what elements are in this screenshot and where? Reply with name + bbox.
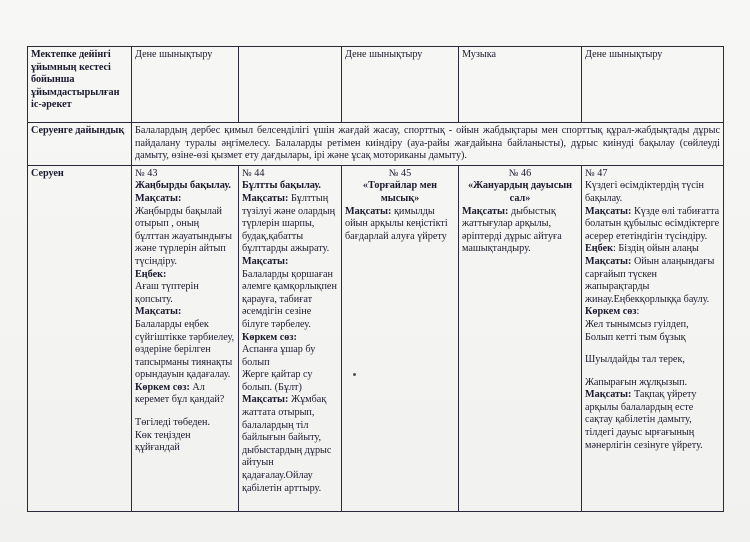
line-heading: Мақсаты: <box>242 192 289 204</box>
table-row-walk-prep <box>28 123 724 166</box>
activity-line <box>135 269 235 282</box>
activity-line <box>585 256 720 306</box>
line-heading: Мақсаты: <box>135 192 182 204</box>
line-heading: Еңбек: <box>135 268 167 280</box>
activity-title: Бұлтты бақылау. <box>242 180 321 192</box>
walk-col-3 <box>342 165 459 511</box>
activity-line <box>242 394 338 495</box>
line-text: Аспанға ұшар бу болып <box>242 344 316 368</box>
walk-col-4 <box>459 165 582 511</box>
activity-line <box>135 319 235 382</box>
activity-line <box>242 344 338 369</box>
line-text: Күзде өлі табиғатта болатын құбылыс өсімдіктерге әсерер ететіндігін түсіндіру. <box>585 205 720 242</box>
line-heading: Еңбек <box>585 243 614 255</box>
line-text: Ал керемет бұл қандай? <box>135 381 225 406</box>
activity-line <box>585 354 720 367</box>
table-row-walk <box>28 165 724 511</box>
line-text: : <box>636 306 640 318</box>
line-text: Болып кетті тым бұзық <box>585 331 686 343</box>
activity-number: № 44 <box>242 167 265 179</box>
line-text: Жел тынымсыз гуілдеп, <box>585 318 689 330</box>
activity-title: «Жануардың дауысын сал» <box>467 180 573 204</box>
line-text: Жұмбақ жаттата отырып, балалардың тіл байлығын байыту, дыбыстардың дұрыс айтуын қадағалау.Ойлау қабілетін арттыру. <box>242 394 332 494</box>
activity-line <box>242 193 338 256</box>
line-text: Балаларды қоршаған әлемге қамқорлықпен қарауға, табиғат әсемдігін сезіне білуге тәрбелеу. <box>242 268 337 330</box>
line-heading: Мақсаты: <box>462 205 509 217</box>
line-text: Жерге қайтар су болып. (Бұлт) <box>242 369 313 393</box>
line-text: Төгіледі төбеден. <box>135 417 211 429</box>
activity-line <box>135 206 235 269</box>
line-heading: Мақсаты: <box>585 205 632 217</box>
activity-line <box>462 206 578 256</box>
activity-line <box>345 206 455 244</box>
line-text: Бұлттың түзілуі және олардың түрлерін шарпы, будақ,қабатты бұлттарды ажырату. <box>242 192 336 255</box>
activity-line <box>242 269 338 332</box>
line-heading: Көркем сөз: <box>242 331 297 343</box>
activity-line <box>135 417 235 430</box>
activity-number: № 46 <box>508 167 532 179</box>
line-heading: Көркем сөз: <box>135 381 190 393</box>
row-label-organized-activity: Мектепке дейінгі ұйымның кестесі бойынша ұйымдастырылған іс-әрекет <box>28 47 132 123</box>
activity-line <box>242 369 338 394</box>
activity-line <box>135 430 235 455</box>
header-col-1: Дене шынықтыру <box>132 47 239 123</box>
activity-number: № 45 <box>388 167 412 179</box>
line-text: Ағаш түптерін қопсыту. <box>135 281 199 305</box>
activity-line <box>585 306 720 319</box>
row-label-walk-prep: Серуенге дайындық <box>28 123 132 166</box>
scan-dot <box>353 373 356 376</box>
activity-line <box>585 243 720 256</box>
activity-line <box>585 377 720 390</box>
line-heading: Мақсаты: <box>585 389 632 401</box>
line-text: Тақпақ үйрету арқылы балалардың есте сақтау қабілетін дамыту, тілдегі дауыс ырғағының мәнерлігін сезінуге үйрету. <box>585 389 703 451</box>
activity-line <box>585 180 720 205</box>
line-text: Шуылдайды тал терек, <box>585 354 685 366</box>
line-heading: Мақсаты: <box>242 255 289 267</box>
spacer <box>585 344 720 354</box>
header-col-5: Дене шынықтыру <box>582 47 724 123</box>
walk-col-5 <box>582 165 724 511</box>
activity-line <box>135 382 235 407</box>
activity-line <box>242 256 338 269</box>
activity-title: «Торғайлар мен мысық» <box>362 180 438 204</box>
row-label-walk: Серуен <box>28 165 132 511</box>
activity-title: Жаңбырды бақылау. <box>135 180 231 192</box>
spacer <box>135 407 235 417</box>
activity-line <box>585 332 720 345</box>
line-text: Ойын алаңындағы сарғайып түскен жапырақтарды жинау.Еңбекқорлыққа баулу. <box>585 255 715 305</box>
activity-number: № 43 <box>135 167 158 179</box>
header-col-3: Дене шынықтыру <box>342 47 459 123</box>
line-heading: Мақсаты: <box>585 255 632 267</box>
header-col-2 <box>239 47 342 123</box>
line-text: Балаларды еңбек сүйгіштікке тәрбиелеу, өздеріне берілген тапсырманы тиянақты орындауын қадағалау. <box>135 318 235 381</box>
header-col-4: Музыка <box>459 47 582 123</box>
line-heading: Мақсаты: <box>135 306 182 318</box>
activity-line <box>135 306 235 319</box>
walk-col-1 <box>132 165 239 511</box>
line-heading: Көркем сөз <box>585 306 637 318</box>
line-heading: Мақсаты: <box>345 205 392 217</box>
line-text: Көк теңізден құйғандай <box>135 429 191 454</box>
line-heading: Мақсаты: <box>242 394 289 406</box>
activity-line <box>135 193 235 206</box>
line-text: Жаңбырды бақылай отырып , оның бұлттан жауатындығы және түрлерін айтып түсіндіру. <box>135 205 232 267</box>
walk-prep-text: Балалардың дербес қимыл белсенділігі үшін жағдай жасау, спорттық - ойын жабдықтары мен спорттық құрал-жабдықтады дұрыс пайдалану туралы әңгімелесу. Балаларды ретімен киіндіру (ауа-райы жағдайына байланысты), дұрыс киінуді бақылау (сөйлеуді дамыту, өзіне-өзі қызмет ету дағдылары, ірі және ұсақ моториканы дамыту). <box>132 123 724 166</box>
activity-number: № 47 <box>585 167 608 179</box>
activity-line <box>585 319 720 332</box>
table-row-activities <box>28 47 724 123</box>
line-text: қимылды ойын арқылы кеңістікті бағдарлай алуға үйрету <box>345 205 448 242</box>
activity-line <box>135 281 235 306</box>
line-text: дыбыстық жаттығулар арқылы, әріптерді дұрыс айтуға машықтандыру. <box>462 205 562 255</box>
activity-line <box>242 332 338 345</box>
activity-line <box>585 389 720 452</box>
walk-col-2 <box>239 165 342 511</box>
line-text: Жапырағын жұлқызып. <box>585 376 688 388</box>
activity-line <box>585 206 720 244</box>
line-text: : Біздің ойын алаңы <box>613 243 699 255</box>
line-text: Күздегі өсімдіктердің түсін бақылау. <box>585 180 705 204</box>
schedule-table <box>27 46 724 512</box>
spacer <box>585 367 720 377</box>
